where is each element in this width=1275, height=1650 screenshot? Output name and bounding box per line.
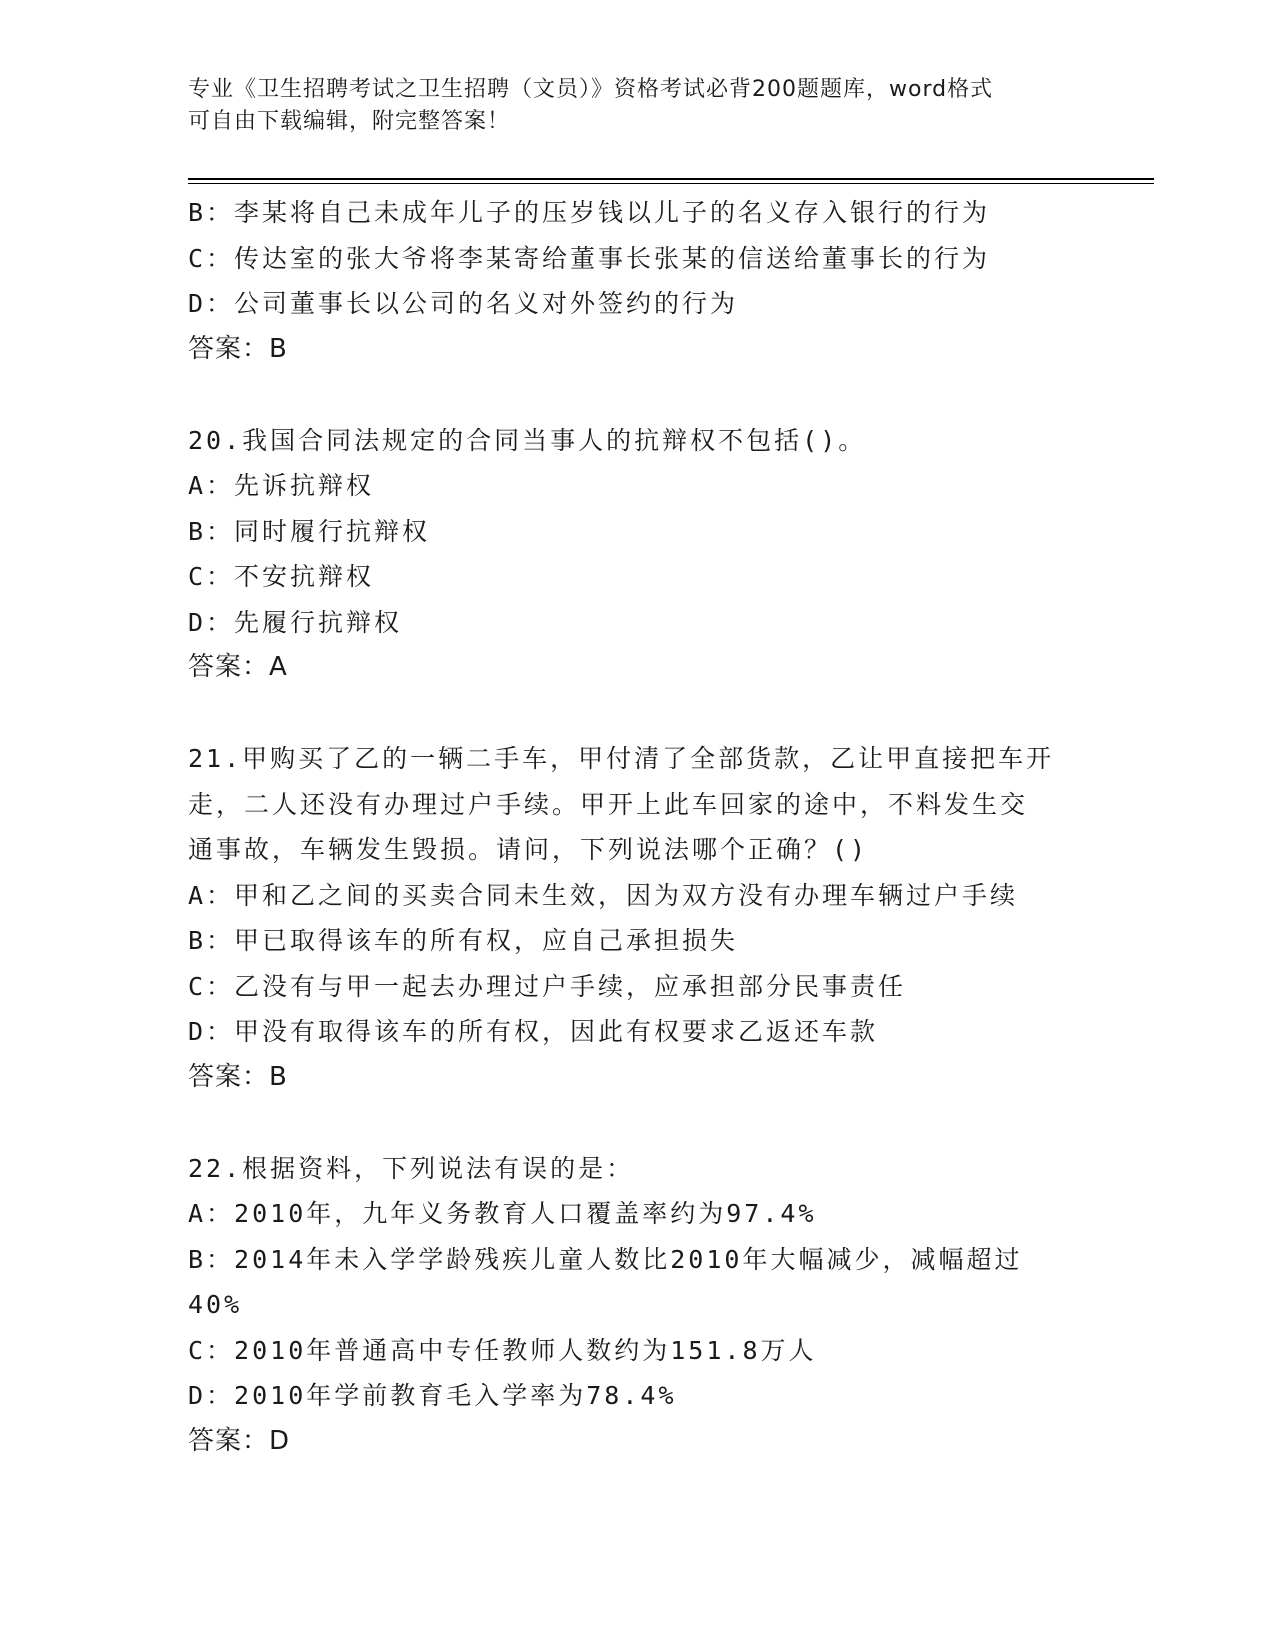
q20-answer: 答案：A	[188, 652, 288, 682]
q22-option-a: A：2010年，九年义务教育人口覆盖率约为97.4%	[188, 1199, 817, 1228]
q20-option-c: C：不安抗辩权	[188, 562, 375, 591]
q21-stem-line-3: 通事故，车辆发生毁损。请问，下列说法哪个正确？()	[188, 835, 869, 864]
header-line-1: 专业《卫生招聘考试之卫生招聘（文员）》资格考试必背200题题库，word格式	[188, 77, 994, 102]
q21-option-a: A：甲和乙之间的买卖合同未生效，因为双方没有办理车辆过户手续	[188, 880, 1019, 910]
question-19-tail	[188, 190, 1088, 372]
header-line-2: 可自由下载编辑，附完整答案！	[188, 109, 511, 134]
spacer	[188, 691, 1088, 737]
q20-option-a: A：先诉抗辩权	[188, 471, 375, 500]
q20-option-b: B：同时履行抗辩权	[188, 516, 431, 546]
header-rule-thick	[188, 178, 1154, 180]
q20-stem: 20.我国合同法规定的合同当事人的抗辩权不包括()。	[188, 425, 867, 455]
q21-stem-line-1: 21.甲购买了乙的一辆二手车，甲付清了全部货款，乙让甲直接把车开	[188, 744, 1055, 773]
q21-option-b: B：甲已取得该车的所有权，应自己承担损失	[188, 926, 739, 955]
q20-option-d: D：先履行抗辩权	[188, 607, 403, 637]
question-21	[188, 736, 1088, 1100]
header-rule-thin	[188, 183, 1154, 184]
spacer	[188, 372, 1088, 418]
q21-option-d: D：甲没有取得该车的所有权，因此有权要求乙返还车款	[188, 1017, 879, 1046]
question-20	[188, 418, 1088, 691]
q21-option-c: C：乙没有与甲一起去办理过户手续，应承担部分民事责任	[188, 971, 907, 1001]
q22-option-b-line-1: B：2014年未入学学龄残疾儿童人数比2010年大幅减少，减幅超过	[188, 1244, 1023, 1274]
q19-option-c: C：传达室的张大爷将李某寄给董事长张某的信送给董事长的行为	[188, 243, 991, 273]
q19-option-d: D：公司董事长以公司的名义对外签约的行为	[188, 289, 739, 318]
spacer	[188, 1100, 1088, 1146]
q22-option-d: D：2010年学前教育毛入学率为78.4%	[188, 1381, 677, 1410]
q21-answer: 答案：B	[188, 1061, 288, 1092]
q22-answer: 答案：D	[188, 1425, 291, 1456]
q22-option-c: C：2010年普通高中专任教师人数约为151.8万人	[188, 1335, 817, 1365]
question-list	[188, 190, 1088, 1464]
question-22	[188, 1146, 1088, 1465]
q19-answer: 答案：B	[188, 333, 288, 364]
document-header	[188, 74, 1068, 138]
q22-stem: 22.根据资料，下列说法有误的是：	[188, 1153, 635, 1183]
q21-stem-line-2: 走，二人还没有办理过户手续。甲开上此车回家的途中，不料发生交	[188, 789, 1029, 819]
q19-option-b: B：李某将自己未成年儿子的压岁钱以儿子的名义存入银行的行为	[188, 198, 991, 227]
q22-option-b-line-2: 40%	[188, 1290, 243, 1319]
